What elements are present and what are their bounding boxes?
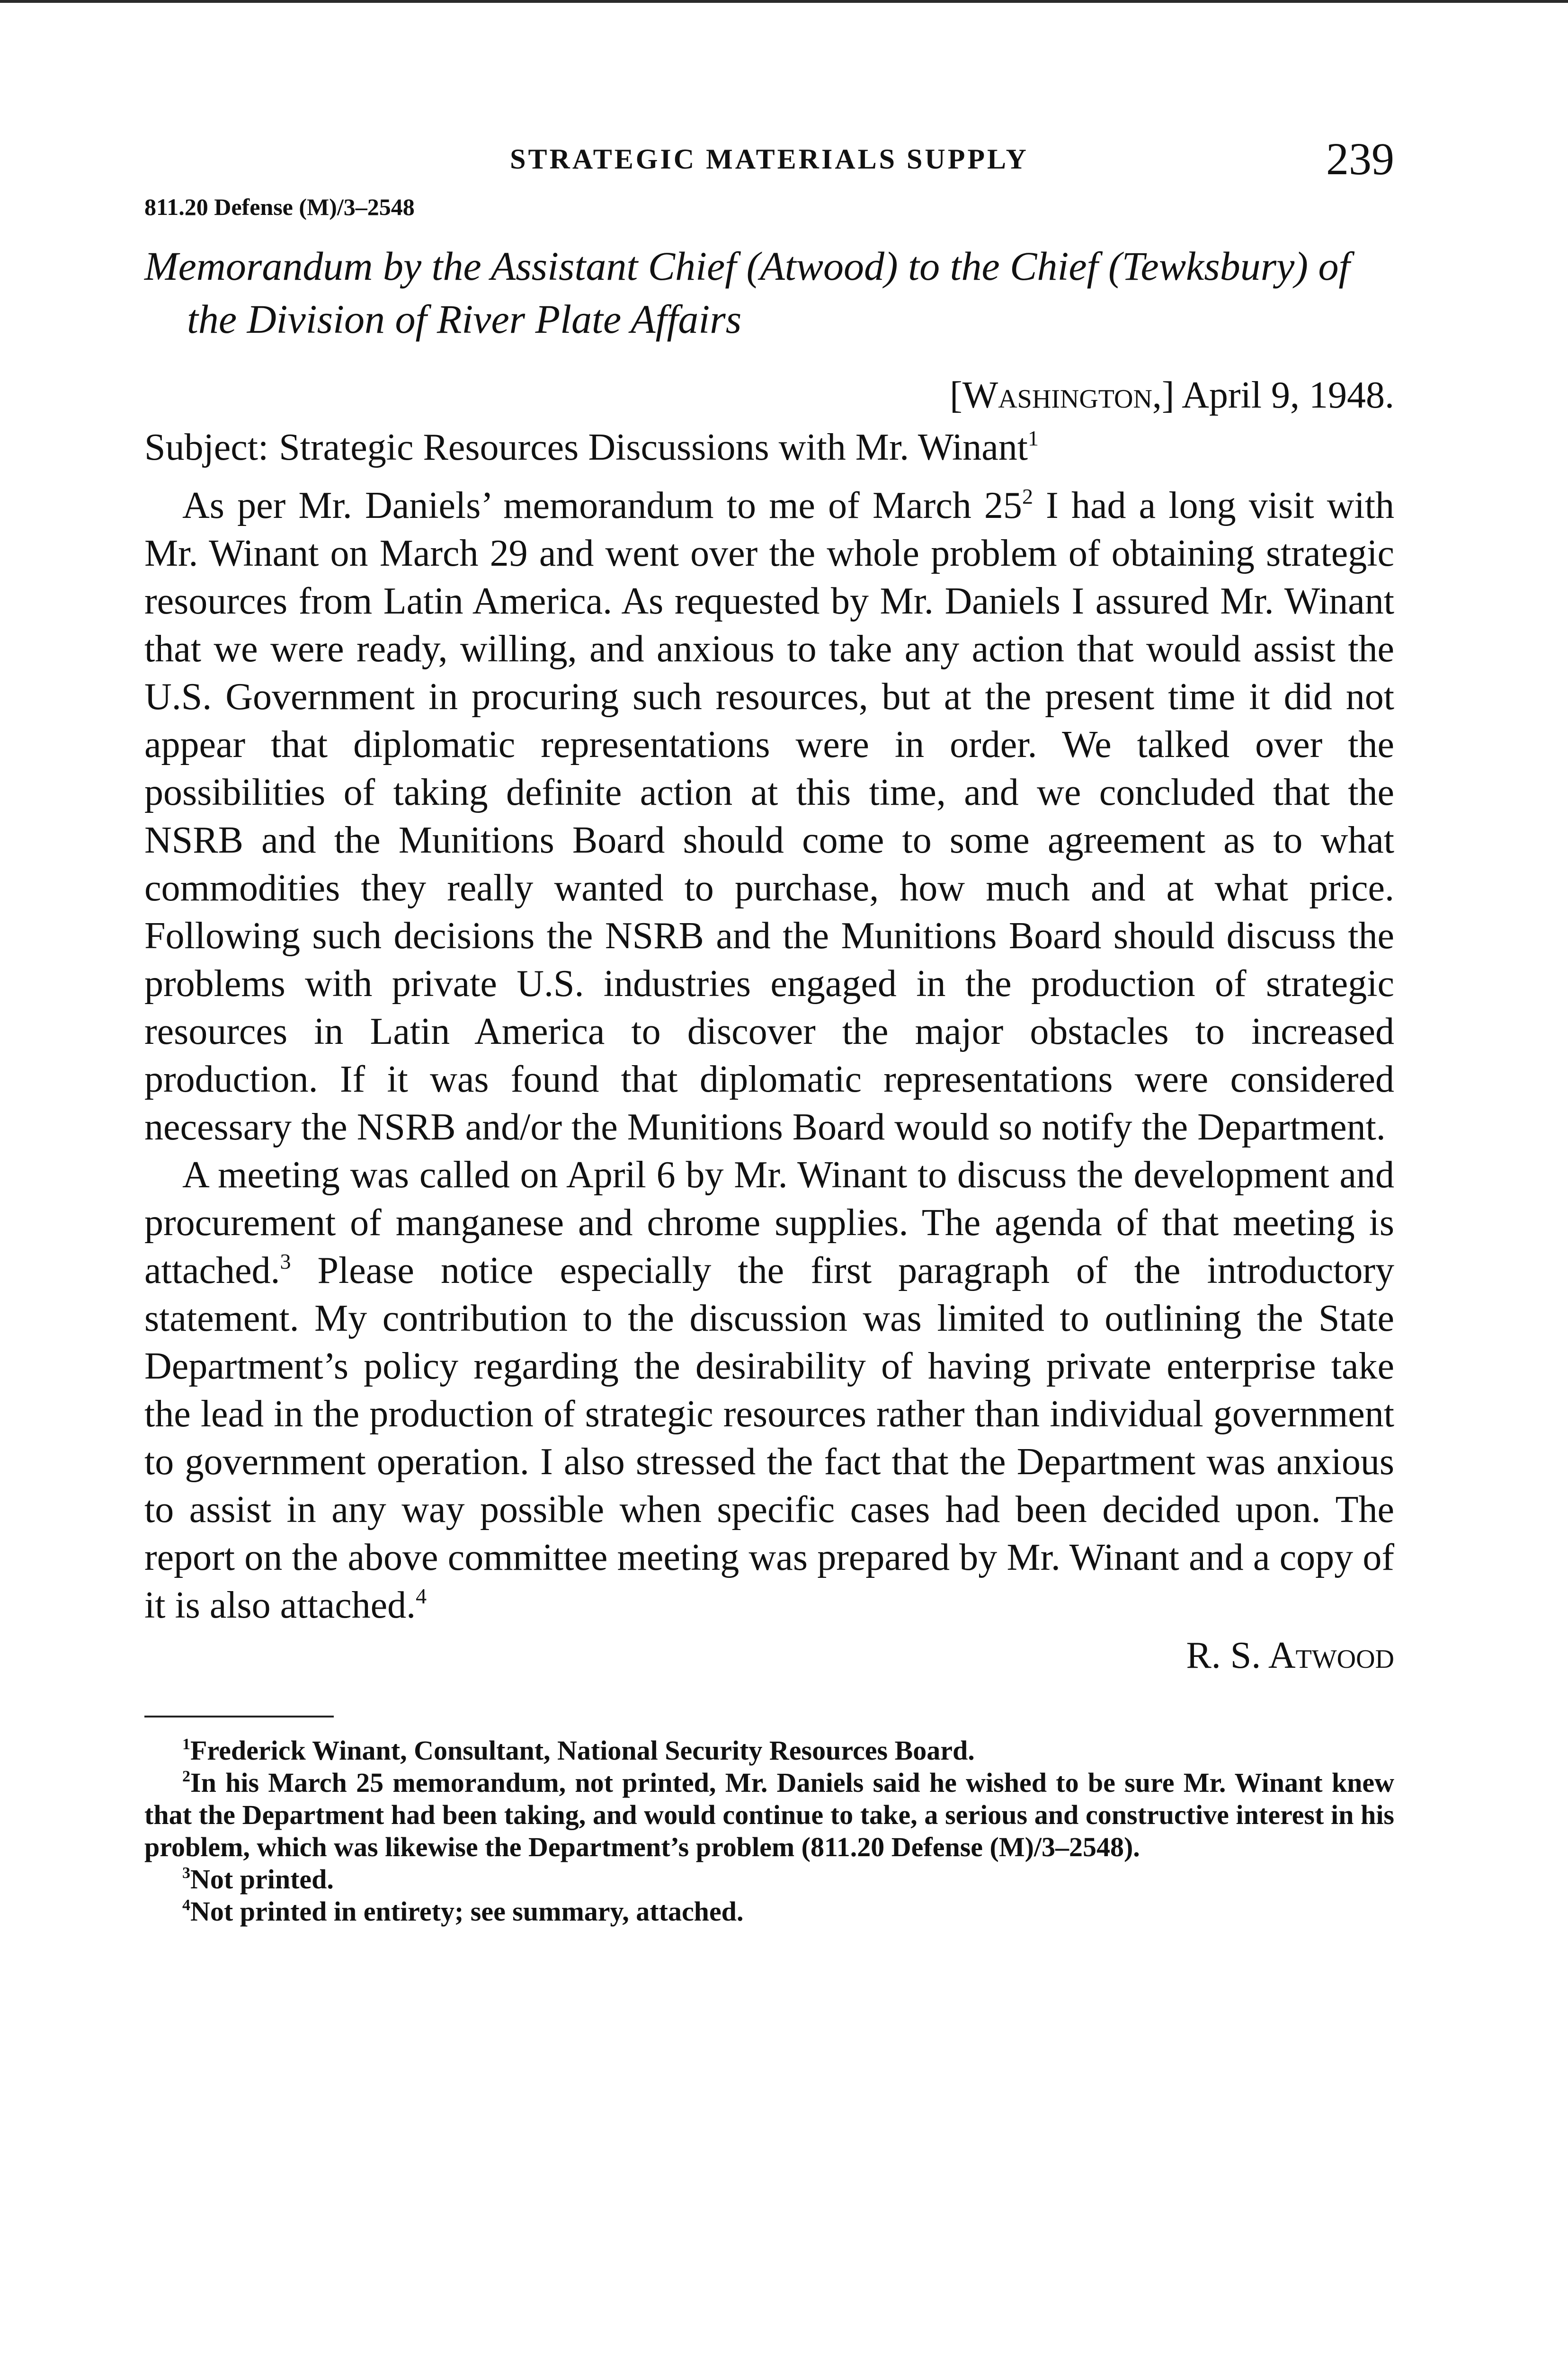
footnote-text: Frederick Winant, Consultant, National Security Resources Board.: [190, 1735, 975, 1766]
dateline-date: April 9, 1948.: [1182, 374, 1394, 416]
paragraph-1-text-a: As per Mr. Daniels’ memorandum to me of March 25: [182, 485, 1022, 526]
subject-label: Subject:: [144, 427, 269, 468]
footnote-1: [144, 1735, 1394, 1767]
dateline: [144, 369, 1394, 421]
page-number: 239: [1326, 133, 1394, 184]
running-head-title: STRATEGIC MATERIALS SUPPLY: [510, 143, 1029, 175]
subject-line: [144, 421, 1394, 473]
running-head: [144, 133, 1394, 185]
scan-edge-rule: [0, 0, 1568, 3]
footnote-number: 3: [182, 1864, 190, 1882]
footnote-number: 4: [182, 1896, 190, 1914]
footnote-text: In his March 25 memorandum, not printed, Mr. Daniels said he wished to be sure Mr. Winant knew that the Department had been taking, and would continue to take, a serious and constructive interest in his problem, which was likewise the Department’s problem (811.20 Defense (M)/3–2548).: [144, 1767, 1394, 1862]
footnote-ref-3: 3: [280, 1249, 291, 1273]
footnote-ref-2: 2: [1022, 484, 1033, 508]
dateline-close-bracket: ]: [1161, 374, 1175, 416]
footnote-number: 1: [182, 1735, 190, 1753]
subject-text: Strategic Resources Discussions with Mr. Winant: [279, 427, 1028, 468]
footnote-2: [144, 1767, 1394, 1863]
document-title: Memorandum by the Assistant Chief (Atwood) to the Chief (Tewksbury) of the Division of River Plate Affairs: [144, 243, 1350, 342]
footnote-text: Not printed in entirety; see summary, attached.: [190, 1896, 744, 1927]
paragraph-1-text-b: I had a long visit with Mr. Winant on March 29 and went over the whole problem of obtaining strategic resources from Latin America. As requested by Mr. Daniels I assured Mr. Winant that we were ready, willing, and anxious to take any action that would assist the U.S. Government in procuring such resources, but at the present time it did not appear that diplomatic representations were in order. We talked over the possibilities of taking definite action at this time, and we concluded that the NSRB and the Munitions Board should come to some agreement as to what commodities they really wanted to purchase, how much and at what price. Following such decisions the NSRB and the Munitions Board should discuss the problems with private U.S. industries engaged in the production of strategic resources in Latin America to discover the major obstacles to increased production. If it was found that diplomatic representations were considered necessary the NSRB and/or the Munitions Board would so notify the Department.: [144, 485, 1395, 1148]
dateline-open-bracket: [: [950, 374, 962, 416]
dateline-place: Washington,: [962, 374, 1162, 416]
file-number: 811.20 Defense (M)/3–2548: [144, 194, 415, 220]
footnote-4: [144, 1895, 1394, 1928]
footnotes: [144, 1735, 1394, 1928]
footnote-number: 2: [182, 1768, 190, 1785]
footnote-3: [144, 1863, 1394, 1895]
footnote-ref-1: 1: [1027, 426, 1039, 450]
footnote-ref-4: 4: [416, 1584, 427, 1608]
paragraph-2-text-a: A meeting was called on April 6 by Mr. Winant to discuss the development and procurement of manganese and chrome supplies. The agenda of that meeting is attached.: [144, 1154, 1394, 1291]
body-paragraph-2: [144, 1151, 1394, 1629]
paragraph-2-text-b: Please notice especially the first paragraph of the introductory statement. My contribution to the discussion was limited to outlining the State Department’s policy regarding the desirability of having private enterprise take the lead in the production of strategic resources rather than individual government to government operation. I also stressed the fact that the Department was anxious to assist in any way possible when specific cases had been decided upon. The report on the above committee meeting was prepared by Mr. Winant and a copy of it is also attached.: [144, 1250, 1394, 1626]
footnote-divider: [144, 1716, 334, 1717]
document-page: [144, 133, 1394, 1928]
body-paragraph-1: [144, 482, 1394, 1151]
signature: R. S. Atwood: [1186, 1635, 1394, 1676]
footnote-text: Not printed.: [190, 1864, 334, 1895]
